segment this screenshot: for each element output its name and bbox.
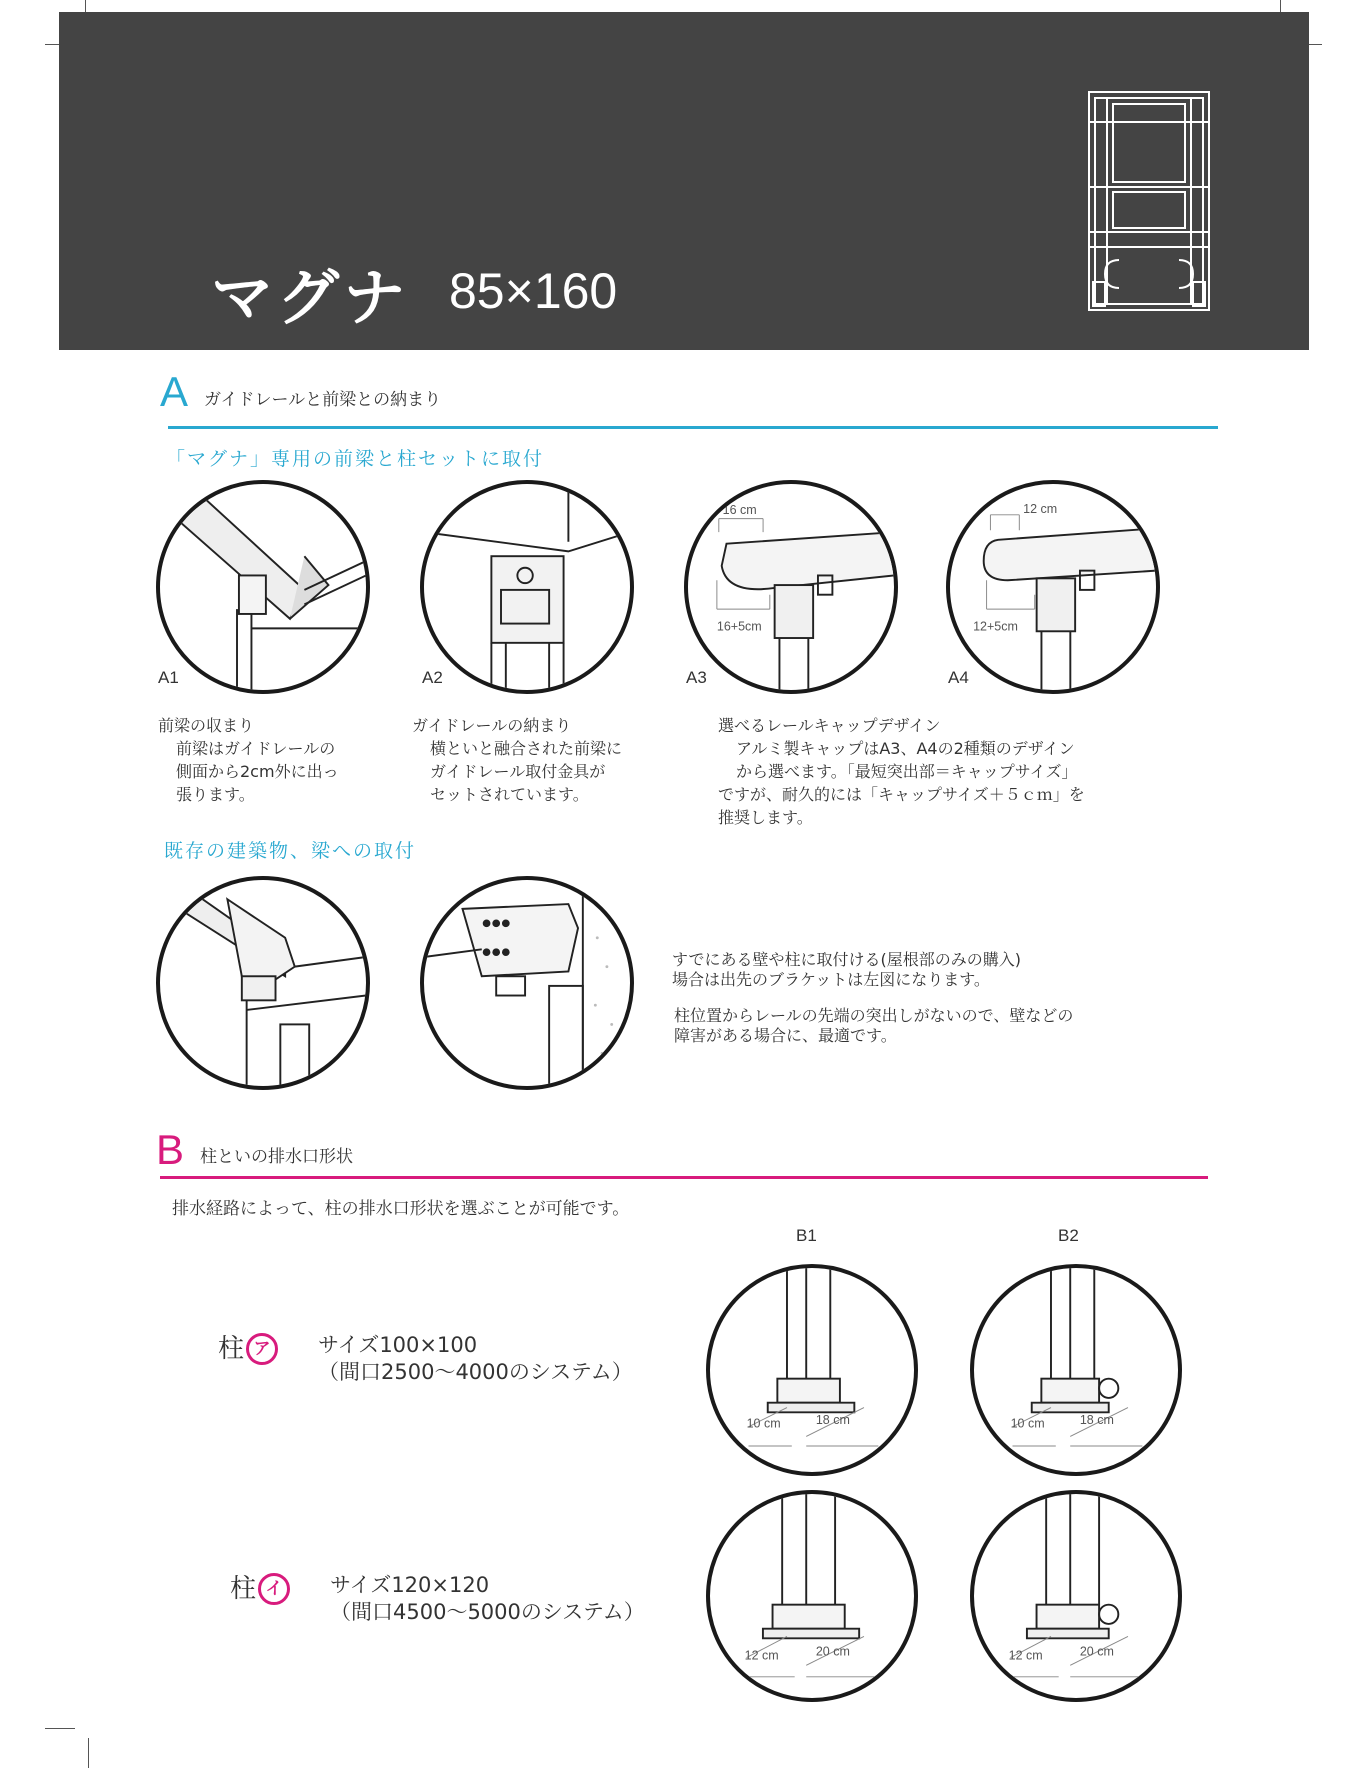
existing-paragraph-2 bbox=[674, 1006, 1073, 1046]
b2-post-b-dim-b: 20 cm bbox=[1079, 1644, 1114, 1659]
post-b-kanji: 柱 bbox=[230, 1574, 257, 1604]
b1-post-b-illustration bbox=[710, 1494, 914, 1698]
column-label-b2: B2 bbox=[1058, 1226, 1079, 1245]
figure-a1 bbox=[156, 480, 370, 694]
a3-illustration bbox=[688, 484, 894, 690]
existing-1-illustration bbox=[160, 880, 366, 1086]
figure-a4-label: A4 bbox=[948, 668, 969, 687]
b2-post-a-dim-b: 18 cm bbox=[1079, 1412, 1114, 1427]
desc-a1-line: 張ります。 bbox=[176, 785, 255, 804]
figure-a3-label: A3 bbox=[686, 668, 707, 687]
section-b-intro: 排水経路によって、柱の排水口形状を選ぶことが可能です。 bbox=[172, 1199, 630, 1219]
post-a-badge: ア bbox=[246, 1333, 278, 1365]
figure-b2-post-a bbox=[970, 1264, 1182, 1476]
section-b-title: 柱といの排水口形状 bbox=[200, 1147, 353, 1167]
column-label-b1: B1 bbox=[796, 1226, 817, 1245]
post-b-size-line: サイズ120×120 bbox=[330, 1573, 490, 1597]
desc-a3-line: 推奨します。 bbox=[718, 808, 813, 827]
existing-paragraph-1 bbox=[672, 950, 1021, 990]
paragraph-line: 場合は出先のブラケットは左図になります。 bbox=[672, 970, 990, 989]
desc-a2-line: セットされています。 bbox=[430, 785, 589, 804]
desc-a2-heading: ガイドレールの納まり bbox=[412, 716, 572, 735]
post-a-size-line: サイズ100×100 bbox=[318, 1333, 478, 1357]
b2-post-b-illustration bbox=[974, 1494, 1178, 1698]
a4-dim-top: 12 cm bbox=[1023, 501, 1058, 516]
desc-a2 bbox=[412, 714, 622, 806]
desc-a1-line: 側面から2cm外に出っ bbox=[176, 762, 339, 781]
a3-dim-top: 16 cm bbox=[722, 502, 757, 517]
figure-b1-post-b bbox=[706, 1490, 918, 1702]
paragraph-line: すでにある壁や柱に取付ける(屋根部のみの購入) bbox=[672, 950, 1021, 969]
desc-a3-line: から選べます。「最短突出部＝キャップサイズ」 bbox=[736, 762, 1078, 781]
section-a-subtitle-2: 既存の建築物、梁への取付 bbox=[164, 840, 417, 862]
crop-mark bbox=[88, 1738, 89, 1768]
desc-a3-heading: 選べるレールキャップデザイン bbox=[718, 716, 941, 735]
b1-post-a-dim-a: 10 cm bbox=[746, 1416, 781, 1431]
figure-a2 bbox=[420, 480, 634, 694]
crop-mark bbox=[45, 1728, 75, 1729]
post-b-badge: イ bbox=[258, 1573, 290, 1605]
product-size: 85×160 bbox=[449, 263, 618, 319]
post-b-name bbox=[230, 1568, 290, 1605]
desc-a3-line: アルミ製キャップはA3、A4の2種類のデザイン bbox=[736, 739, 1075, 758]
section-a-title: ガイドレールと前梁との納まり bbox=[204, 390, 442, 410]
b2-post-a-illustration bbox=[974, 1268, 1178, 1472]
a4-illustration bbox=[950, 484, 1156, 690]
figure-b2-post-b bbox=[970, 1490, 1182, 1702]
b1-post-a-dim-b: 18 cm bbox=[815, 1412, 850, 1427]
figure-existing-1 bbox=[156, 876, 370, 1090]
section-a-rule bbox=[168, 426, 1218, 429]
b1-post-a-illustration bbox=[710, 1268, 914, 1472]
paragraph-line: 障害がある場合に、最適です。 bbox=[674, 1026, 897, 1045]
desc-a1 bbox=[158, 714, 339, 806]
paragraph-line: 柱位置からレールの先端の突出しがないので、壁などの bbox=[674, 1006, 1074, 1025]
b2-post-a-dim-a: 10 cm bbox=[1010, 1416, 1045, 1431]
post-a-name bbox=[218, 1328, 278, 1365]
figure-existing-2 bbox=[420, 876, 634, 1090]
section-b-letter: B bbox=[156, 1126, 185, 1173]
product-title: マグナ bbox=[211, 261, 410, 334]
figure-a3 bbox=[684, 480, 898, 694]
b1-post-b-dim-a: 12 cm bbox=[744, 1648, 779, 1663]
a2-illustration bbox=[424, 484, 630, 690]
existing-2-illustration bbox=[424, 880, 630, 1086]
desc-a2-line: ガイドレール取付金具が bbox=[430, 762, 606, 781]
desc-a3-line: ですが、耐久的には「キャップサイズ＋５ｃｍ」を bbox=[718, 785, 1085, 804]
section-a-letter: A bbox=[160, 368, 189, 415]
a1-illustration bbox=[160, 484, 366, 690]
figure-a1-label: A1 bbox=[158, 668, 179, 687]
post-a-size bbox=[318, 1332, 633, 1386]
section-b-rule bbox=[160, 1176, 1208, 1179]
desc-a1-line: 前梁はガイドレールの bbox=[176, 739, 336, 758]
desc-a3-a4 bbox=[718, 714, 1085, 829]
profile-cross-section-icon bbox=[1079, 82, 1269, 322]
header-banner bbox=[59, 12, 1309, 350]
b2-post-b-dim-a: 12 cm bbox=[1008, 1648, 1043, 1663]
a4-dim-bottom: 12+5cm bbox=[973, 619, 1018, 634]
figure-a2-label: A2 bbox=[422, 668, 443, 687]
post-b-size bbox=[330, 1572, 645, 1626]
a3-dim-bottom: 16+5cm bbox=[716, 619, 762, 634]
post-a-kanji: 柱 bbox=[218, 1334, 245, 1364]
post-b-range-line: （間口4500～5000のシステム） bbox=[330, 1600, 645, 1624]
desc-a2-line: 横といと融合された前梁に bbox=[430, 739, 623, 758]
figure-a4 bbox=[946, 480, 1160, 694]
desc-a1-heading: 前梁の収まり bbox=[158, 716, 255, 735]
figure-b1-post-a bbox=[706, 1264, 918, 1476]
b1-post-b-dim-b: 20 cm bbox=[815, 1644, 850, 1659]
section-a-subtitle-1: 「マグナ」専用の前梁と柱セットに取付 bbox=[166, 448, 545, 470]
post-a-range-line: （間口2500～4000のシステム） bbox=[318, 1360, 633, 1384]
